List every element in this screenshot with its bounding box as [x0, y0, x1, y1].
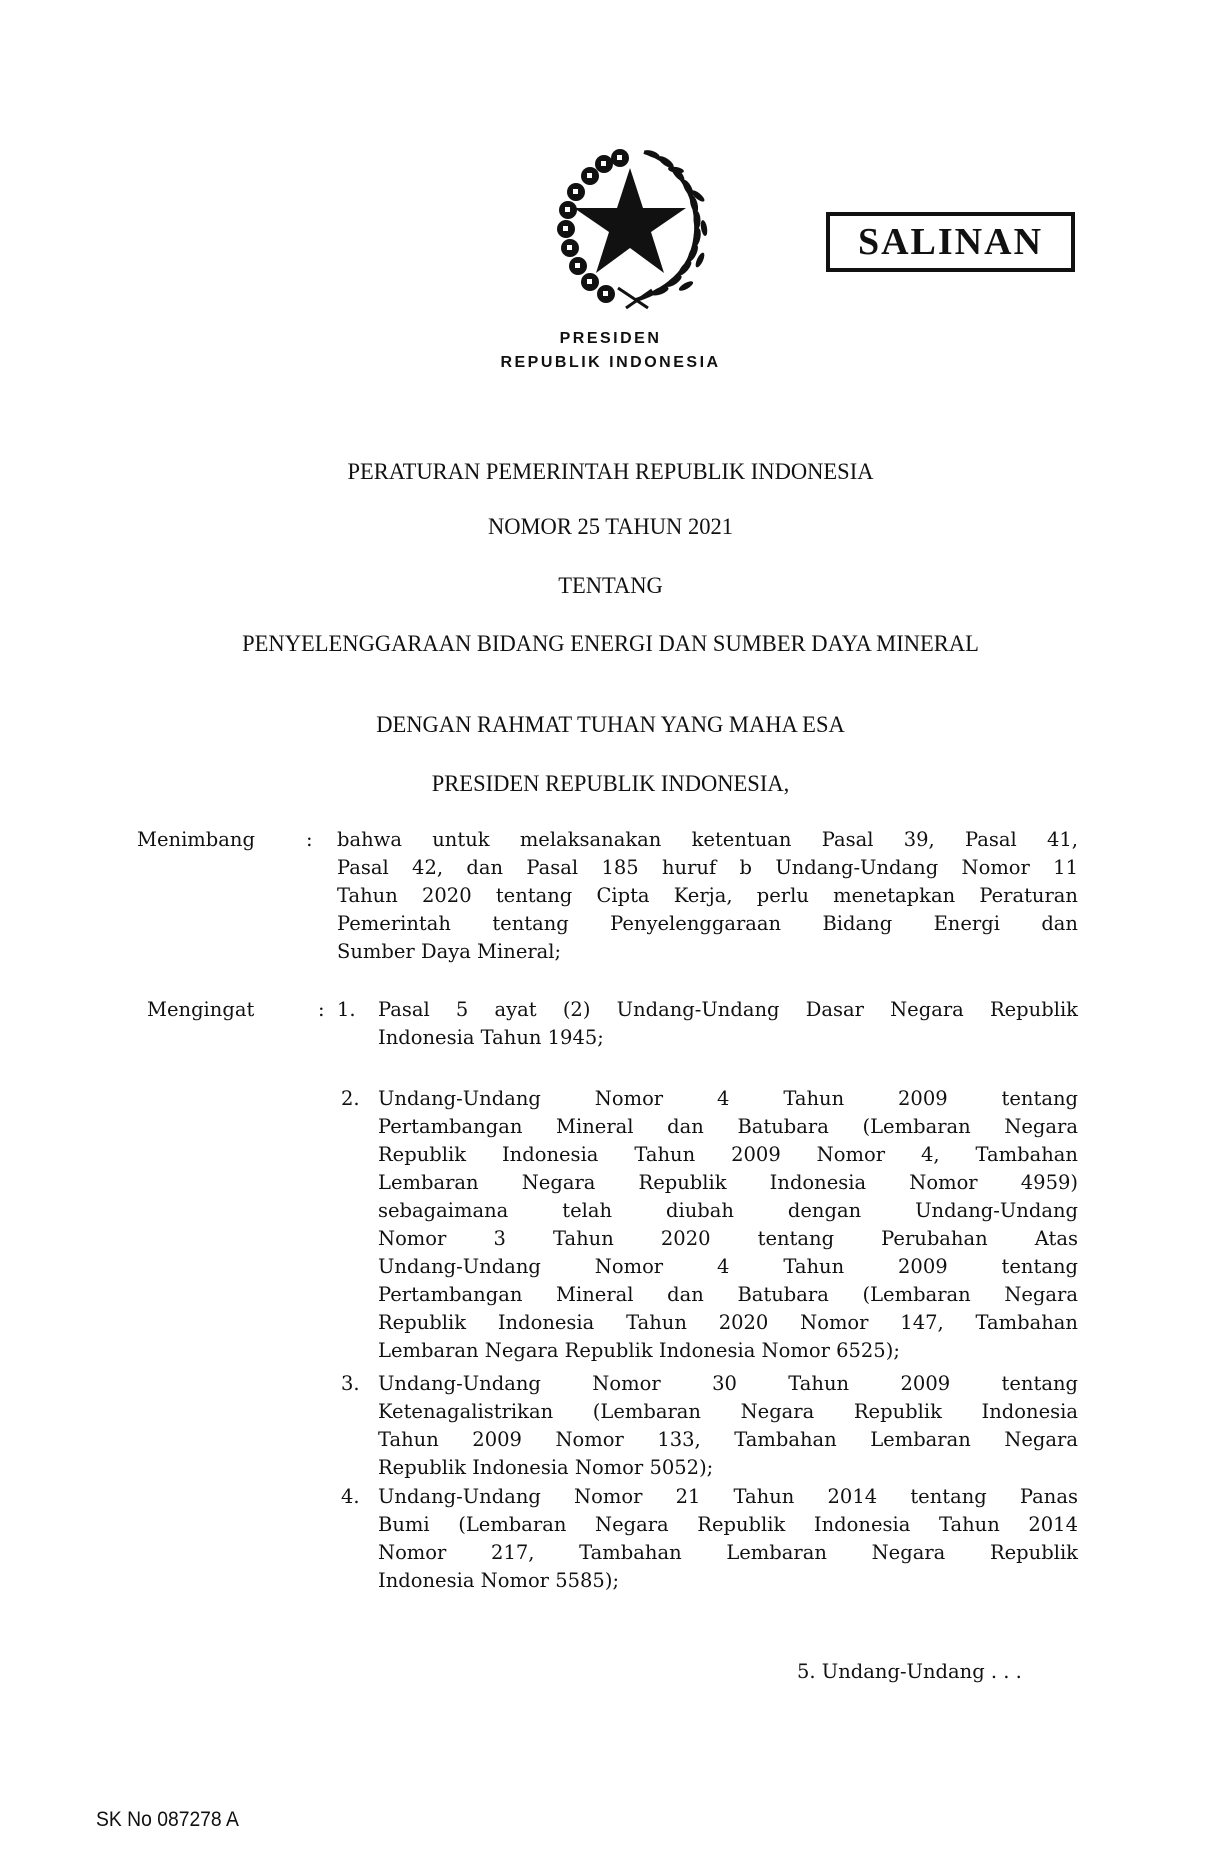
sk-number: SK No 087278 A	[96, 1808, 239, 1831]
mengingat-line: Pertambangan Mineral dan Batubara (Lembaran Negara	[378, 1115, 1078, 1138]
copy-stamp-box	[826, 212, 1075, 272]
mengingat-line: Republik Indonesia Tahun 2009 Nomor 4, Tambahan	[378, 1143, 1078, 1166]
mengingat-line: sebagaimana telah diubah dengan Undang-Undang	[378, 1199, 1078, 1222]
mengingat-line: Indonesia Tahun 1945;	[378, 1026, 604, 1049]
mengingat-item-number: 1.	[337, 998, 356, 1021]
mengingat-item-3	[378, 1370, 1078, 1482]
document-title: PERATURAN PEMERINTAH REPUBLIK INDONESIA	[347, 459, 874, 484]
menimbang-line: Pemerintah tentang Penyelenggaraan Bidang Energi dan	[337, 912, 1078, 935]
mengingat-line: Nomor 3 Tahun 2020 tentang Perubahan Atas	[378, 1227, 1078, 1250]
menimbang-label: Menimbang	[137, 828, 255, 851]
mengingat-label: Mengingat	[147, 998, 255, 1021]
document-about-label: TENTANG	[558, 573, 663, 598]
preamble-president: PRESIDEN REPUBLIK INDONESIA,	[431, 771, 790, 796]
copy-stamp-label: SALINAN	[857, 221, 1044, 263]
mengingat-line: Ketenagalistrikan (Lembaran Negara Republik Indonesia	[378, 1400, 1078, 1423]
presidential-emblem-icon	[548, 140, 718, 310]
mengingat-item-2	[378, 1085, 1078, 1365]
emblem-caption-presiden: PRESIDEN	[559, 330, 662, 347]
menimbang-body	[337, 826, 1078, 966]
mengingat-line: Pasal 5 ayat (2) Undang-Undang Dasar Negara Republik	[378, 998, 1078, 1021]
document-subject: PENYELENGGARAAN BIDANG ENERGI DAN SUMBER DAYA MINERAL	[242, 631, 979, 656]
mengingat-line: Undang-Undang Nomor 4 Tahun 2009 tentang	[378, 1087, 1078, 1110]
emblem-caption-republik: REPUBLIK INDONESIA	[500, 354, 721, 371]
mengingat-item-number: 3.	[341, 1372, 360, 1395]
mengingat-line: Lembaran Negara Republik Indonesia Nomor 4959)	[378, 1171, 1078, 1194]
menimbang-line: Sumber Daya Mineral;	[337, 940, 562, 963]
mengingat-line: Lembaran Negara Republik Indonesia Nomor 6525);	[378, 1339, 900, 1362]
mengingat-line: Bumi (Lembaran Negara Republik Indonesia Tahun 2014	[378, 1513, 1078, 1536]
mengingat-line: Republik Indonesia Nomor 5052);	[378, 1456, 714, 1479]
mengingat-line: Republik Indonesia Tahun 2020 Nomor 147, Tambahan	[378, 1311, 1078, 1334]
menimbang-colon: :	[306, 828, 313, 851]
mengingat-colon: :	[318, 998, 325, 1021]
mengingat-item-number: 2.	[341, 1087, 360, 1110]
page-continuation-catchword: 5. Undang-Undang . . .	[797, 1660, 1022, 1683]
menimbang-line: bahwa untuk melaksanakan ketentuan Pasal 39, Pasal 41,	[337, 828, 1078, 851]
mengingat-line: Undang-Undang Nomor 30 Tahun 2009 tentang	[378, 1372, 1078, 1395]
mengingat-line: Tahun 2009 Nomor 133, Tambahan Lembaran Negara	[378, 1428, 1078, 1451]
mengingat-line: Nomor 217, Tambahan Lembaran Negara Republik	[378, 1541, 1078, 1564]
mengingat-line: Undang-Undang Nomor 4 Tahun 2009 tentang	[378, 1255, 1078, 1278]
menimbang-line: Tahun 2020 tentang Cipta Kerja, perlu menetapkan Peraturan	[337, 884, 1078, 907]
mengingat-item-1	[378, 996, 1078, 1052]
mengingat-line: Indonesia Nomor 5585);	[378, 1569, 620, 1592]
document-number: NOMOR 25 TAHUN 2021	[487, 514, 734, 539]
mengingat-item-4	[378, 1483, 1078, 1595]
mengingat-line: Undang-Undang Nomor 21 Tahun 2014 tentang Panas	[378, 1485, 1078, 1508]
preamble-invocation: DENGAN RAHMAT TUHAN YANG MAHA ESA	[376, 712, 845, 737]
mengingat-item-number: 4.	[341, 1485, 360, 1508]
menimbang-line: Pasal 42, dan Pasal 185 huruf b Undang-Undang Nomor 11	[337, 856, 1078, 879]
mengingat-line: Pertambangan Mineral dan Batubara (Lembaran Negara	[378, 1283, 1078, 1306]
